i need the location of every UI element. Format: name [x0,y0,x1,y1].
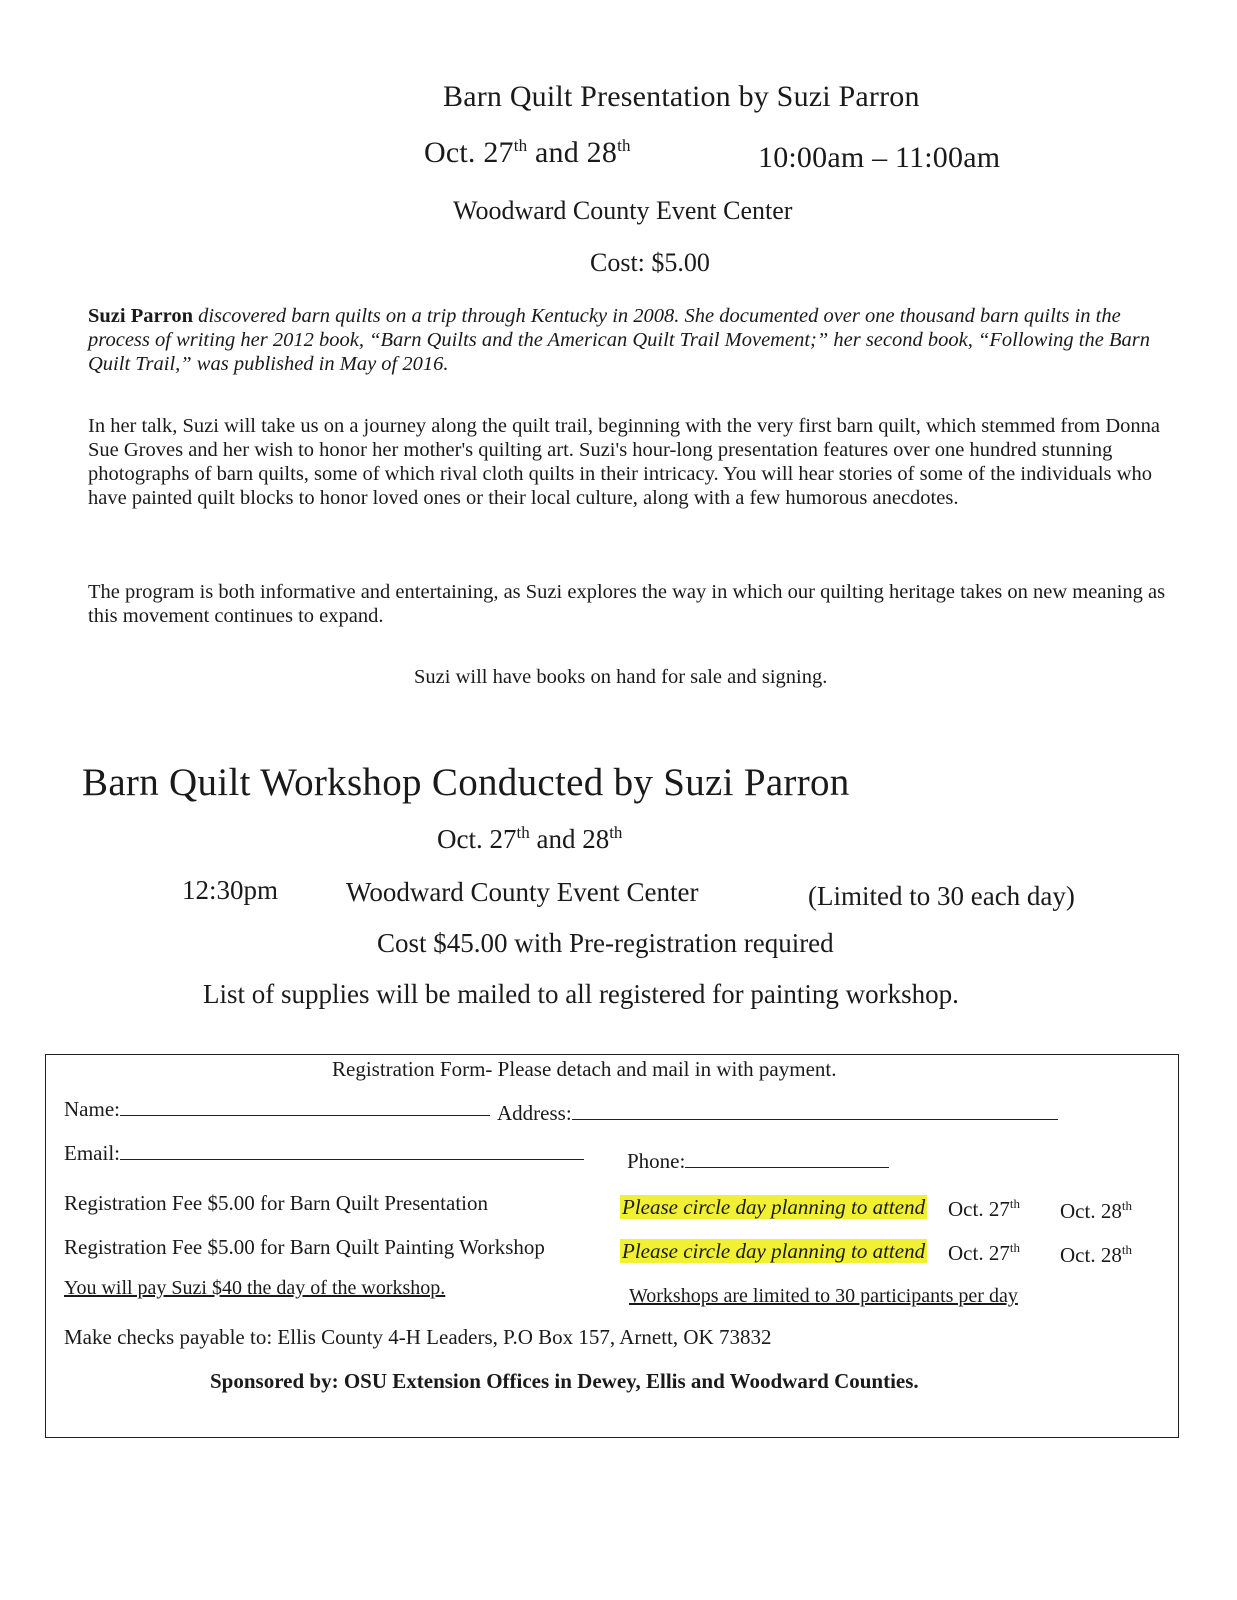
phone-line[interactable] [685,1149,889,1168]
fee-presentation: Registration Fee $5.00 for Barn Quilt Presentation [64,1191,489,1215]
checks-note: Make checks payable to: Ellis County 4-H Leaders, P.O Box 157, Arnett, OK 73832 [64,1325,772,1349]
fee-workshop: Registration Fee $5.00 for Barn Quilt Painting Workshop [64,1235,545,1259]
presentation-time: 10:00am – 11:00am [758,141,1001,174]
workshop-oct27[interactable]: Oct. 27th [948,1240,1020,1265]
limit-note: Workshops are limited to 30 participants per day [629,1285,1018,1307]
circle-note-workshop: Please circle day planning to attend [622,1239,926,1263]
presentation-oct28[interactable]: Oct. 28th [1060,1198,1132,1223]
circle-note-presentation: Please circle day planning to attend [622,1195,926,1219]
workshop-limit: (Limited to 30 each day) [808,881,1075,911]
books-note: Suzi will have books on hand for sale and signing. [414,666,828,688]
presentation-venue: Woodward County Event Center [453,196,793,225]
workshop-cost: Cost $45.00 with Pre-registration required [377,928,834,958]
presentation-cost: Cost: $5.00 [590,248,710,277]
presentation-title: Barn Quilt Presentation by Suzi Parron [443,80,920,113]
name-label: Name: [64,1097,120,1121]
email-field[interactable] [64,1141,584,1166]
workshop-dates: Oct. 27th and 28th [437,823,623,854]
email-line[interactable] [120,1141,584,1160]
name-field[interactable] [64,1097,490,1122]
address-line[interactable] [572,1101,1058,1120]
phone-field[interactable] [627,1149,889,1174]
bio-paragraph: Suzi Parron discovered barn quilts on a trip through Kentucky in 2008. She documented over one thousand barn quilts in the process of writing her 2012 book, “Barn Quilts and the American Quilt Trail Movement;” her second book, “Following the Barn Quilt Trail,” was published in May of 2016. [88,305,1150,375]
address-label: Address: [497,1101,572,1125]
presentation-dates: Oct. 27th and 28th [424,136,631,169]
workshop-oct28[interactable]: Oct. 28th [1060,1242,1132,1267]
email-label: Email: [64,1141,120,1165]
workshop-venue: Woodward County Event Center [346,877,699,907]
form-header: Registration Form- Please detach and mail in with payment. [332,1057,837,1081]
address-field[interactable] [497,1101,1058,1126]
talk-paragraph: In her talk, Suzi will take us on a journey along the quilt trail, beginning with the very first barn quilt, which stemmed from Donna Sue Groves and her wish to honor her mother's quilting art. Suzi's hour-long presentation features over one hundred stunning photographs of barn quilts, some of which rival cloth quilts in their intricacy. You will hear stories of some of the individuals who have painted quilt blocks to honor loved ones or their local culture, along with a few humorous anecdotes. [88,415,1161,509]
workshop-time: 12:30pm [182,875,279,905]
presentation-oct27[interactable]: Oct. 27th [948,1196,1020,1221]
workshop-supplies: List of supplies will be mailed to all registered for painting workshop. [203,979,959,1009]
pay-note: You will pay Suzi $40 the day of the workshop. [64,1277,446,1299]
workshop-title: Barn Quilt Workshop Conducted by Suzi Parron [82,761,850,804]
phone-label: Phone: [627,1149,686,1173]
program-paragraph: The program is both informative and entertaining, as Suzi explores the way in which our quilting heritage takes on new meaning as this movement continues to expand. [88,581,1166,627]
registration-form [45,1054,1179,1438]
sponsor-note: Sponsored by: OSU Extension Offices in Dewey, Ellis and Woodward Counties. [210,1369,919,1393]
name-line[interactable] [120,1097,490,1116]
